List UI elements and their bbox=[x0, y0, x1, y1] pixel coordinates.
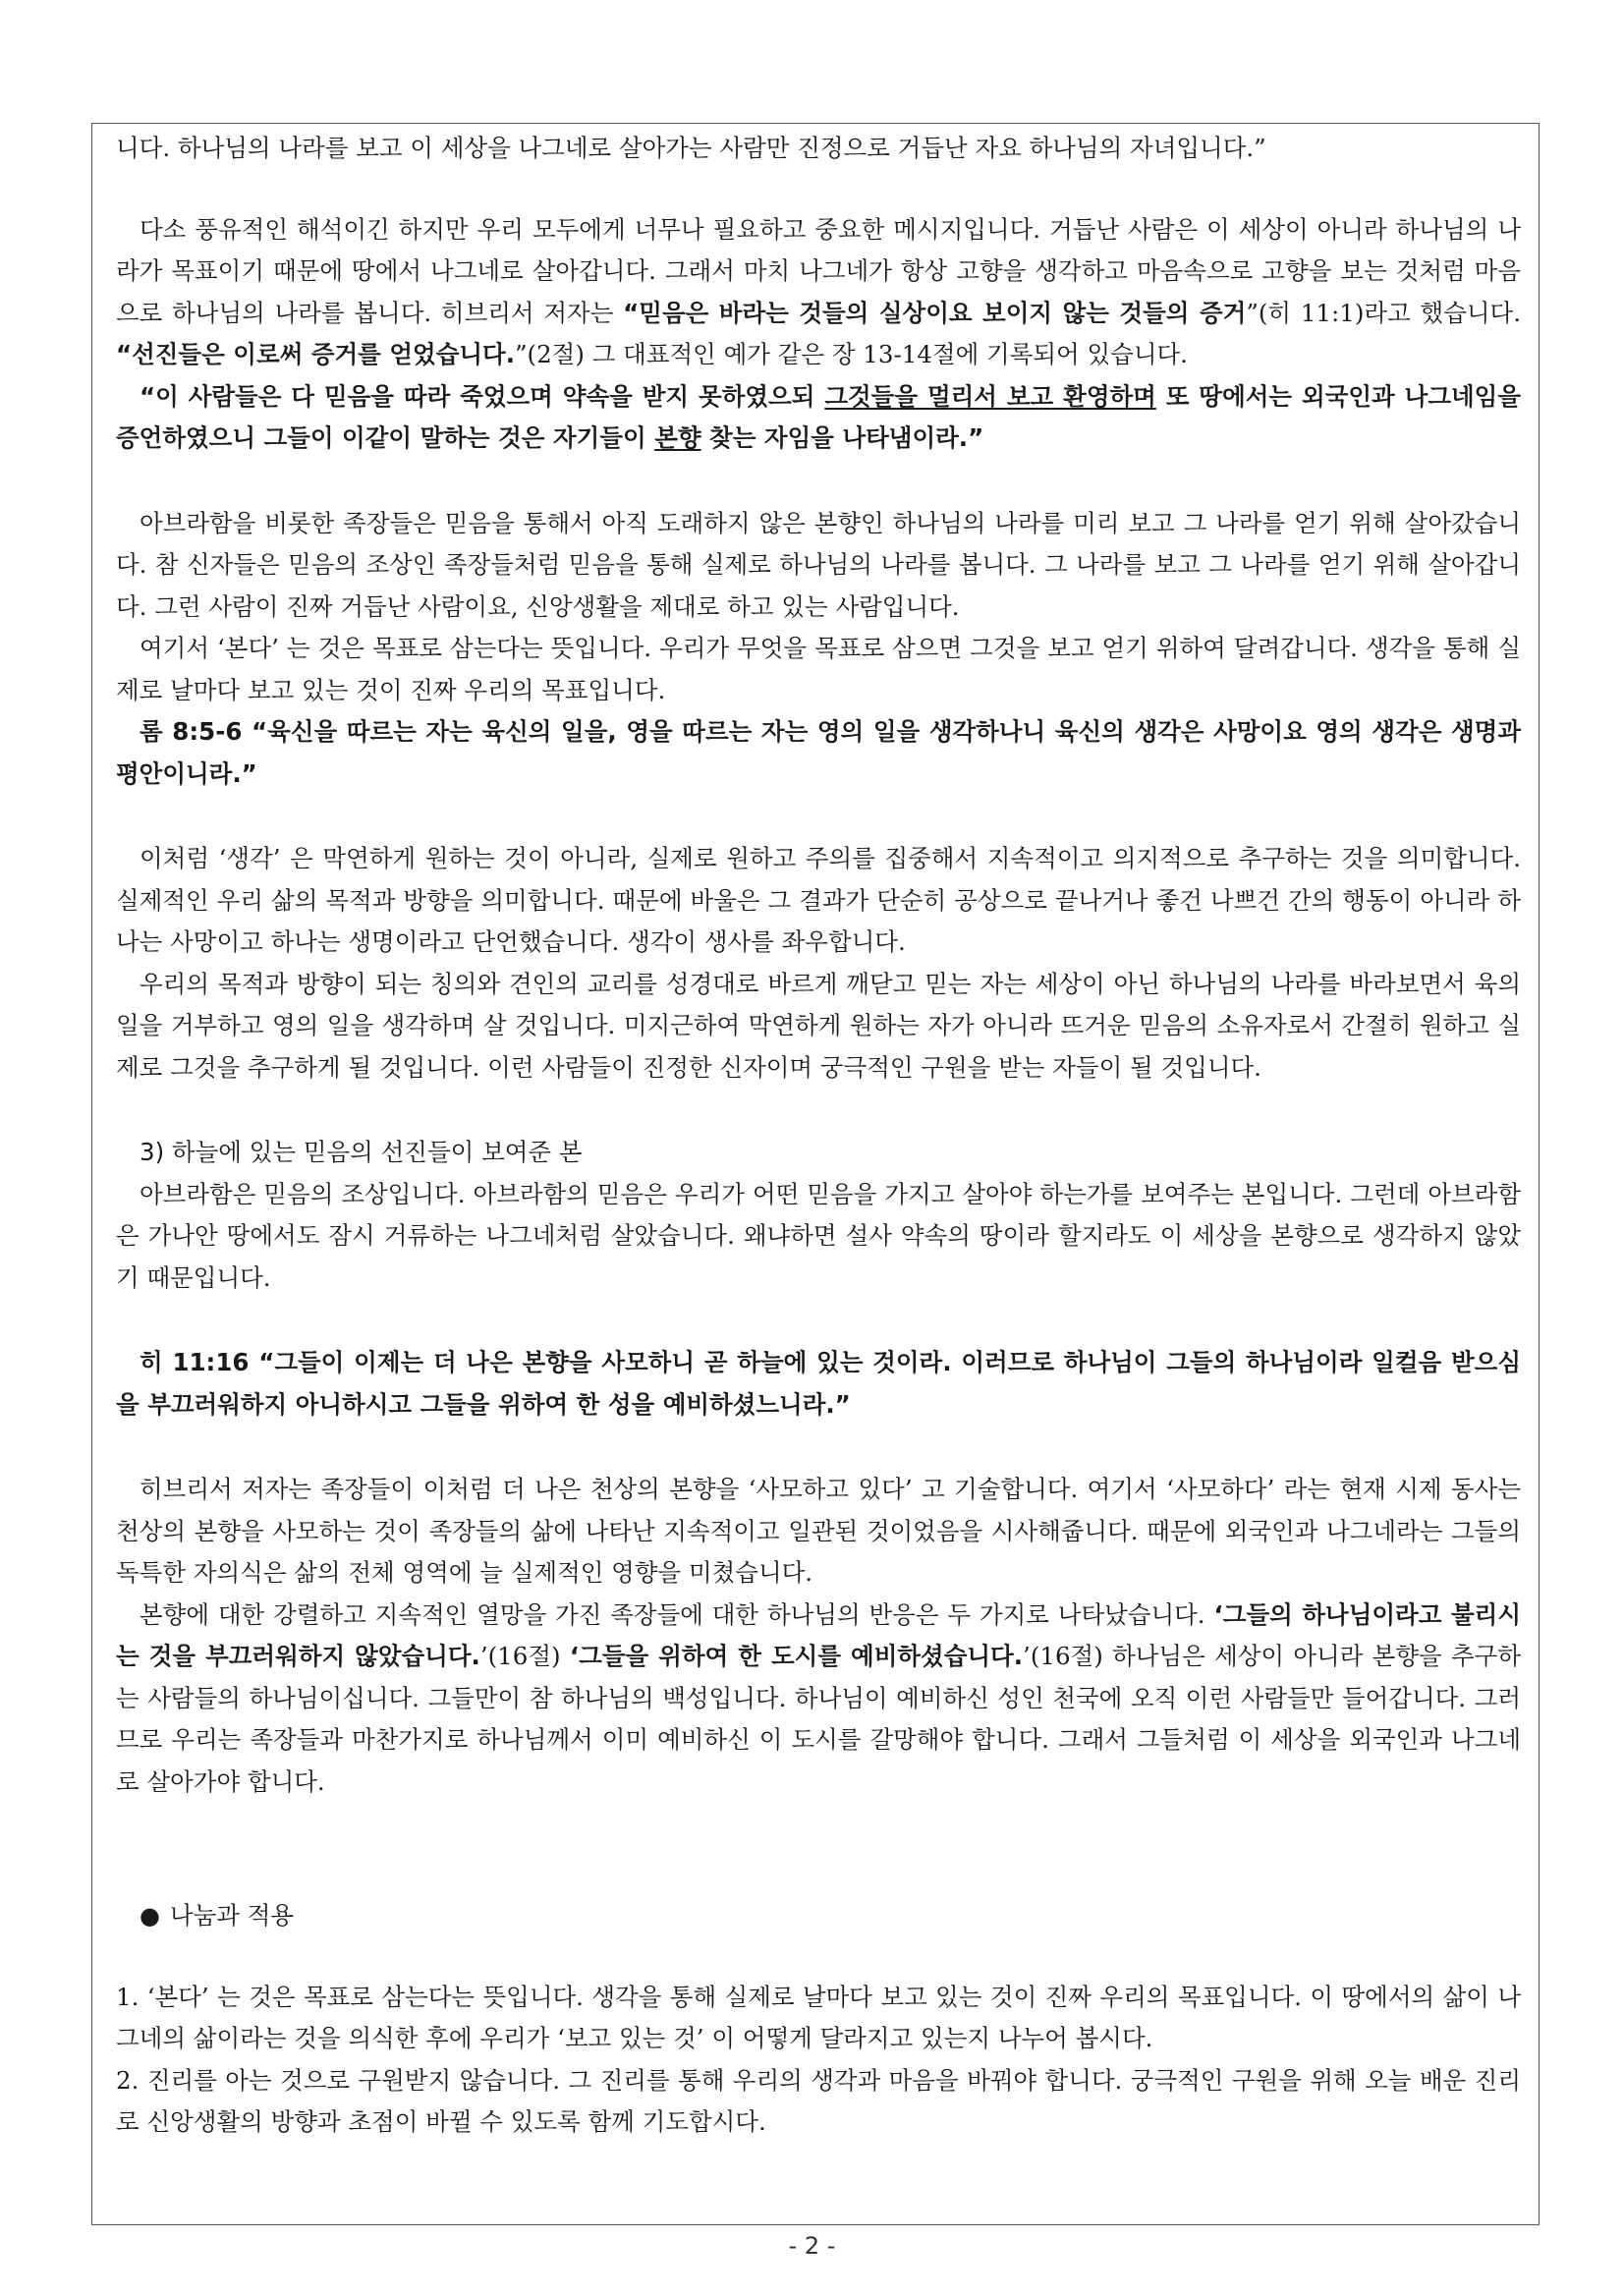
quote-prepared-city: ‘그들을 위하여 한 도시를 예비하셨습니다. bbox=[569, 1642, 1024, 1670]
paragraph-thinking-meaning: 이처럼 ‘생각’ 은 막연하게 원하는 것이 아니라, 실제로 원하고 주의를 집중해서 지속적이고 의지적으로 추구하는 것을 의미합니다. 실제적인 우리 삶의 목적과 방향을 의미합니다. 때문에 바울은 그 결과가 단순히 공상으로 끝나거나 좋건 나쁘건 간의 행동이 아니라 하나는 사망이고 하나는 생명이라고 단언했습니다. 생각이 생사를 좌우합니다. bbox=[116, 844, 1521, 956]
paragraph-hebrews-faith: 다소 풍유적인 해석이긴 하지만 우리 모두에게 너무나 필요하고 중요한 메시지입니다. 거듭난 사람은 이 세상이 아니라 하나님의 나라가 목표이기 때문에 땅에서 나그네로 살아갑니다. 그래서 마치 나그네가 항상 고향을 생각하고 마음속으로 고향을 보는 것처럼 마음으로 하나님의 나라를 봅니다. 히브리서 저자는 “믿음은 바라는 것들의 실상이요 보이지 않는 것들의 증거”(히 11:1)라고 했습니다. “선진들은 이로써 증거를 얻었습니다.”(2절) 그 대표적인 예가 같은 장 13-14절에 기록되어 있습니다. bbox=[116, 214, 1521, 368]
document-body bbox=[116, 128, 1521, 2144]
paragraph-gods-response: 본향에 대한 강렬하고 지속적인 열망을 가진 족장들에 대한 하나님의 반응은 두 가지로 나타났습니다. ‘그들의 하나님이라고 불리시는 것을 부끄러워하지 않았습니다.’(16절) ‘그들을 위하여 한 도시를 예비하셨습니다.’(16절) 하나님은 세상이 아니라 본향을 추구하는 사람들의 하나님이십니다. 그들만이 참 하나님의 백성입니다. 하나님이 예비하신 성인 천국에 오직 이런 사람들만 들어갑니다. 그러므로 우리는 족장들과 마찬가지로 하나님께서 이미 예비하신 이 도시를 갈망해야 합니다. 그래서 그들처럼 이 세상을 외국인과 나그네로 살아가야 합니다. bbox=[116, 1599, 1522, 1796]
quote-hebrews-11-1: “믿음은 바라는 것들의 실상이요 보이지 않는 것들의 증거 bbox=[623, 298, 1247, 327]
paragraph-seeing-meaning: 여기서 ‘본다’ 는 것은 목표로 삼는다는 뜻입니다. 우리가 무엇을 목표로 삼으면 그것을 보고 얻기 위하여 달려갑니다. 생각을 통해 실제로 날마다 보고 있는 것이 진짜 우리의 목표입니다. bbox=[116, 634, 1521, 704]
underlined-word-bonhyang: 본향 bbox=[654, 423, 701, 452]
section-title-3: 3) 하늘에 있는 믿음의 선진들이 보여준 본 bbox=[140, 1138, 583, 1166]
paragraph-abraham-patriarchs: 아브라함을 비롯한 족장들은 믿음을 통해서 아직 도래하지 않은 본향인 하나님의 나라를 미리 보고 그 나라를 얻기 위해 살아갔습니다. 참 신자들은 믿음의 조상인 족장들처럼 믿음을 통해 실제로 하나님의 나라를 봅니다. 그 나라를 보고 그 나라를 얻기 위해 살아갑니다. 그런 사람이 진짜 거듭난 사람이요, 신앙생활을 제대로 하고 있는 사람입니다. bbox=[116, 508, 1521, 621]
bullet-circle-icon: ● bbox=[140, 1902, 160, 1930]
paragraph-continued: 니다. 하나님의 나라를 보고 이 세상을 나그네로 살아가는 사람만 진정으로 거듭난 자요 하나님의 자녀입니다.” bbox=[116, 134, 1266, 162]
quote-hebrews-11-2: “선진들은 이로써 증거를 얻었습니다. bbox=[116, 340, 516, 368]
scripture-quote-13-14: “이 사람들은 다 믿음을 따라 죽었으며 약속을 받지 못하였으되 그것들을 멀리서 보고 환영하며 또 땅에서는 외국인과 나그네임을 증언하였으니 그들이 이같이 말하는 것은 자기들이 본향 찾는 자임을 나타냄이라.” bbox=[116, 381, 1521, 452]
apply-item-2: 2. 진리를 아는 것으로 구원받지 않습니다. 그 진리를 통해 우리의 생각과 마음을 바꿔야 합니다. 궁극적인 구원을 위해 오늘 배운 진리로 신앙생활의 방향과 초점이 바뀔 수 있도록 함께 기도합시다. bbox=[116, 2065, 1521, 2136]
quote-not-ashamed: ‘그들의 하나님이라고 불리시는 것을 부끄러워하지 않았습니다. bbox=[116, 1599, 1522, 1670]
paragraph-justification: 우리의 목적과 방향이 되는 칭의와 견인의 교리를 성경대로 바르게 깨닫고 믿는 자는 세상이 아닌 하나님의 나라를 바라보면서 육의 일을 거부하고 영의 일을 생각하며 살 것입니다. 미지근하여 막연하게 원하는 자가 아니라 뜨거운 믿음의 소유자로서 간절히 원하고 실제로 그것을 추구하게 될 것입니다. 이런 사람들이 진정한 신자이며 궁극적인 구원을 받는 자들이 될 것입니다. bbox=[116, 969, 1521, 1082]
scripture-quote-romans-8: 롬 8:5-6 “육신을 따르는 자는 육신의 일을, 영을 따르는 자는 영의 일을 생각하나니 육신의 생각은 사망이요 영의 생각은 생명과 평안이니라.” bbox=[116, 717, 1521, 788]
page-number: - 2 - bbox=[788, 2232, 836, 2260]
paragraph-abraham-sojourner: 아브라함은 믿음의 조상입니다. 아브라함의 믿음은 우리가 어떤 믿음을 가지고 살아야 하는가를 보여주는 본입니다. 그런데 아브라함은 가나안 땅에서도 잠시 거류하는 나그네처럼 살았습니다. 왜냐하면 설사 약속의 땅이라 할지라도 이 세상을 본향으로 생각하지 않았기 때문입니다. bbox=[116, 1179, 1521, 1292]
paragraph-longing-homeland: 히브리서 저자는 족장들이 이처럼 더 나은 천상의 본향을 ‘사모하고 있다’ 고 기술합니다. 여기서 ‘사모하다’ 라는 현재 시제 동사는 천상의 본향을 사모하는 것이 족장들의 삶에 나타난 지속적이고 일관된 것이었음을 시사해줍니다. 때문에 외국인과 나그네라는 그들의 독특한 자의식은 삶의 전체 영역에 늘 실제적인 영향을 미쳤습니다. bbox=[116, 1475, 1521, 1587]
underlined-phrase: 그것들을 멀리서 보고 환영하며 bbox=[824, 381, 1156, 411]
apply-item-1: 1. ‘본다’ 는 것은 목표로 삼는다는 뜻입니다. 생각을 통해 실제로 날마다 보고 있는 것이 진짜 우리의 목표입니다. 이 땅에서의 삶이 나그네의 삶이라는 것을 의식한 후에 우리가 ‘보고 있는 것’ 이 어떻게 달라지고 있는지 나누어 봅시다. bbox=[116, 1982, 1521, 2052]
scripture-quote-hebrews-11-16: 히 11:16 “그들이 이제는 더 나은 본향을 사모하니 곧 하늘에 있는 것이라. 이러므로 하나님이 그들의 하나님이라 일컬음 받으심을 부끄러워하지 아니하시고 그들을 위하여 한 성을 예비하셨느니라.” bbox=[116, 1348, 1521, 1419]
apply-heading: ● 나눔과 적용 bbox=[140, 1901, 295, 1930]
